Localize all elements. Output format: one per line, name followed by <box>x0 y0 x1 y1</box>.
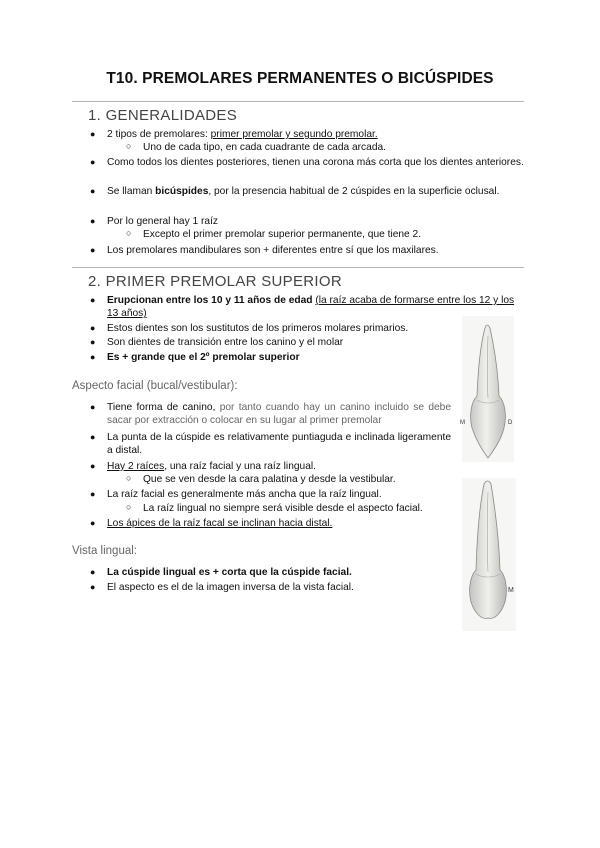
list-item: ● La cúspide lingual es + corta que la cúspide facial. <box>90 567 352 578</box>
bullet-icon: ● <box>90 352 96 362</box>
subheading-vista-lingual: Vista lingual: <box>72 545 137 557</box>
circle-bullet-icon: ○ <box>126 502 132 512</box>
bullet-icon: ● <box>90 129 96 139</box>
section-heading-generalidades: 1. GENERALIDADES <box>88 107 238 124</box>
list-item: ● La punta de la cúspide es relativamente puntiaguda e inclinada ligeramente a distal. <box>90 432 451 457</box>
list-item: ● La raíz facial es generalmente más ancha que la raíz lingual. <box>90 489 382 500</box>
page-title: T10. PREMOLARES PERMANENTES O BICÚSPIDES <box>106 70 494 87</box>
list-item: ● Se llaman bicúspides, por la presencia habitual de 2 cúspides en la superficie oclusal. <box>90 186 500 197</box>
list-item: ● Erupcionan entre los 10 y 11 años de edad (la raíz acaba de formarse entre los 12 y los 13 años) <box>90 295 515 320</box>
bullet-icon: ● <box>90 582 96 592</box>
sub-list-item: ○ Uno de cada tipo, en cada cuadrante de cada arcada. <box>126 141 386 153</box>
section-heading-primer-premolar: 2. PRIMER PREMOLAR SUPERIOR <box>88 273 342 290</box>
circle-bullet-icon: ○ <box>126 228 132 238</box>
bullet-icon: ● <box>90 567 96 577</box>
bullet-icon: ● <box>90 186 96 196</box>
list-item: ● El aspecto es el de la imagen inversa de la vista facial. <box>90 582 354 593</box>
premolar-lingual-view-image <box>460 478 520 632</box>
bullet-icon: ● <box>90 216 96 226</box>
list-item: ● Tiene forma de canino, por tanto cuando hay un canino incluido se debe sacar por extracción o colocar en su lugar al primer premolar <box>90 402 451 427</box>
circle-bullet-icon: ○ <box>126 141 132 151</box>
list-item: ● Es + grande que el 2º premolar superior <box>90 352 300 363</box>
list-item: ● Como todos los dientes posteriores, tienen una corona más corta que los dientes anteriores. <box>90 157 524 168</box>
sub-list-item: ○ La raíz lingual no siempre será visible desde el aspecto facial. <box>126 502 423 514</box>
bullet-icon: ● <box>90 157 96 167</box>
subheading-aspecto-facial: Aspecto facial (bucal/vestibular): <box>72 380 238 392</box>
list-item: ● Son dientes de transición entre los canino y el molar <box>90 337 344 348</box>
bullet-icon: ● <box>90 295 96 305</box>
list-item: ● Por lo general hay 1 raíz <box>90 216 218 227</box>
list-item: ● Los ápices de la raíz facal se inclinan hacia distal. <box>90 518 333 529</box>
list-item: ● 2 tipos de premolares: primer premolar y segundo premolar. <box>90 129 378 140</box>
bullet-icon: ● <box>90 402 96 412</box>
divider <box>72 101 524 102</box>
sub-list-item: ○ Que se ven desde la cara palatina y desde la vestibular. <box>126 473 396 485</box>
bullet-icon: ● <box>90 337 96 347</box>
divider <box>72 267 524 268</box>
bullet-icon: ● <box>90 461 96 471</box>
list-item: ● Hay 2 raíces, una raíz facial y una raíz lingual. <box>90 461 316 472</box>
bullet-icon: ● <box>90 245 96 255</box>
list-item: ● Estos dientes son los sustitutos de los primeros molares primarios. <box>90 323 409 334</box>
bullet-icon: ● <box>90 489 96 499</box>
bullet-icon: ● <box>90 432 96 442</box>
mesial-label: M <box>508 587 514 594</box>
circle-bullet-icon: ○ <box>126 473 132 483</box>
premolar-facial-view-image <box>458 316 520 464</box>
bullet-icon: ● <box>90 323 96 333</box>
mesial-label: M <box>460 420 465 426</box>
list-item: ● Los premolares mandibulares son + diferentes entre sí que los maxilares. <box>90 245 439 256</box>
sub-list-item: ○ Excepto el primer premolar superior permanente, que tiene 2. <box>126 228 422 240</box>
distal-label: D <box>508 420 513 426</box>
bullet-icon: ● <box>90 518 96 528</box>
